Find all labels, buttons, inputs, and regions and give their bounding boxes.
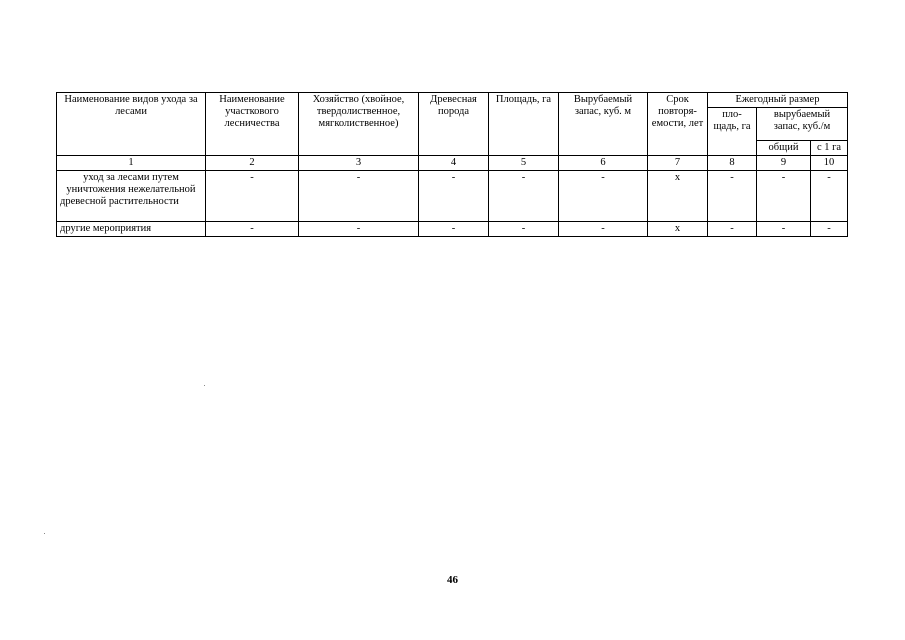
- column-number: 6: [559, 156, 648, 171]
- table-cell: -: [708, 222, 757, 237]
- header-repeat-period: Срок повторя-емости, лет: [648, 93, 708, 156]
- header-annual-area: пло-щадь, га: [708, 108, 757, 156]
- row-care-type-name: уход за лесами путем уничтожения нежелательной древесной растительности: [57, 171, 206, 222]
- page-number: 46: [447, 574, 458, 586]
- table-cell: -: [206, 171, 299, 222]
- column-number: 9: [757, 156, 811, 171]
- column-number: 1: [57, 156, 206, 171]
- header-cut-stock: Вырубаемый запас, куб. м: [559, 93, 648, 156]
- table-cell: -: [299, 171, 419, 222]
- forest-care-table: [56, 92, 848, 237]
- column-number-row: [57, 156, 848, 171]
- table-cell: -: [206, 222, 299, 237]
- header-row-1: [57, 93, 848, 108]
- header-farm-type: Хозяйство (хвойное, твердолиственное, мягколиственное): [299, 93, 419, 156]
- column-number: 5: [489, 156, 559, 171]
- column-number: 10: [811, 156, 848, 171]
- table-cell: -: [419, 171, 489, 222]
- table-cell: -: [811, 222, 848, 237]
- header-area: Площадь, га: [489, 93, 559, 156]
- header-annual-cut-stock: вырубаемый запас, куб./м: [757, 108, 848, 141]
- table-row: [57, 171, 848, 222]
- header-per-ha: с 1 га: [811, 141, 848, 156]
- scan-speck: [44, 533, 45, 534]
- column-number: 3: [299, 156, 419, 171]
- table-cell: -: [299, 222, 419, 237]
- column-number: 2: [206, 156, 299, 171]
- table-cell: -: [757, 171, 811, 222]
- header-care-type: Наименование видов ухода за лесами: [57, 93, 206, 156]
- table-cell: -: [559, 171, 648, 222]
- scan-speck: [204, 385, 205, 386]
- table-cell: -: [757, 222, 811, 237]
- table-cell: -: [419, 222, 489, 237]
- table-cell: -: [708, 171, 757, 222]
- table-cell: -: [489, 222, 559, 237]
- header-annual-size: Ежегодный размер: [708, 93, 848, 108]
- column-number: 8: [708, 156, 757, 171]
- header-district: Наименование участкового лесничества: [206, 93, 299, 156]
- column-number: 4: [419, 156, 489, 171]
- table-cell: -: [489, 171, 559, 222]
- table-cell: -: [559, 222, 648, 237]
- table-row: [57, 222, 848, 237]
- header-tree-species: Древесная порода: [419, 93, 489, 156]
- row-care-type-name: другие мероприятия: [57, 222, 206, 237]
- table-cell: х: [648, 222, 708, 237]
- table-cell: -: [811, 171, 848, 222]
- header-total: общий: [757, 141, 811, 156]
- column-number: 7: [648, 156, 708, 171]
- table-cell: х: [648, 171, 708, 222]
